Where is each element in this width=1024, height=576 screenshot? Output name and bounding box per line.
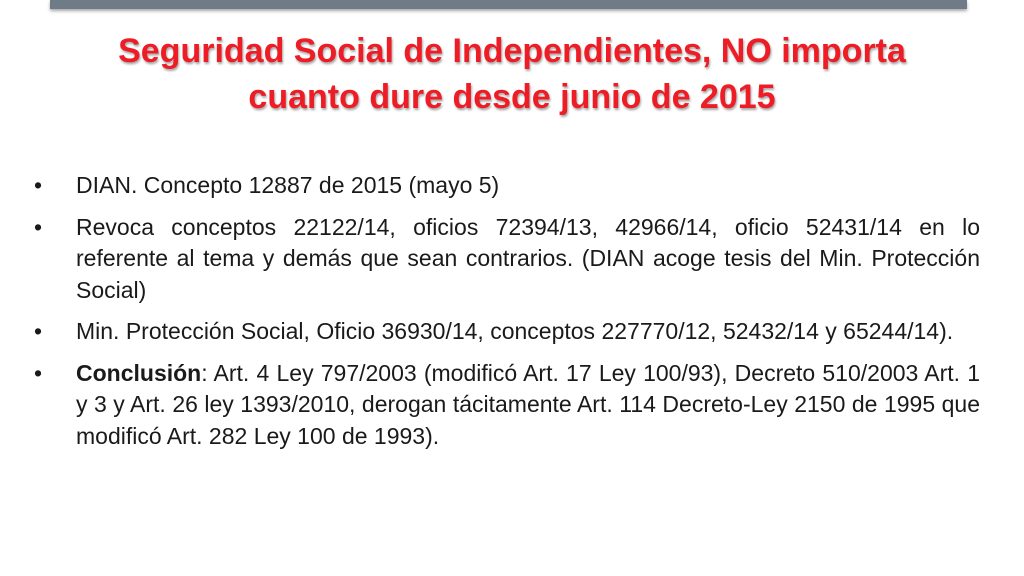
bullet-text: DIAN. Concepto 12887 de 2015 (mayo 5): [76, 172, 500, 198]
conclusion-label: Conclusión: [76, 359, 202, 386]
conclusion-text: : Art. 4 Ley 797/2003 (modificó Art. 17 Ley 100/93), Decreto 510/2003 Art. 1 y 3 y Art. 26 ley 1393/2010, derogan tácitamente Art. 114 Decreto-Ley 2150 de 1995 que modificó Art. 282 Ley 100 de 1993).: [76, 359, 980, 449]
bullet-item-revoca: [34, 212, 980, 307]
slide-title-line-1: Seguridad Social de Independientes, NO importa: [118, 32, 906, 70]
bullet-text: Revoca conceptos 22122/14, oficios 72394/13, 42966/14, oficio 52431/14 en lo referente al tema y demás que sean contrarios. (DIAN acoge tesis del Min. Protección Social): [76, 213, 980, 303]
bullet-text-conclusion: [76, 360, 980, 449]
bullet-icon: •: [34, 172, 43, 198]
bullet-item-conclusion: [34, 358, 980, 453]
slide-title-line-2: cuanto dure desde junio de 2015: [248, 78, 776, 116]
bullet-item-min-proteccion: [34, 316, 980, 348]
bullet-icon: •: [34, 213, 43, 240]
bullet-icon: •: [34, 359, 43, 386]
bullet-icon: •: [34, 318, 43, 344]
slide-title: [40, 28, 984, 120]
bullet-text: Min. Protección Social, Oficio 36930/14, conceptos 227770/12, 52432/14 y 65244/14).: [76, 318, 954, 344]
top-bar: [50, 0, 967, 9]
bullet-item-dian-concepto: [34, 170, 980, 202]
bullet-list: [34, 170, 980, 462]
